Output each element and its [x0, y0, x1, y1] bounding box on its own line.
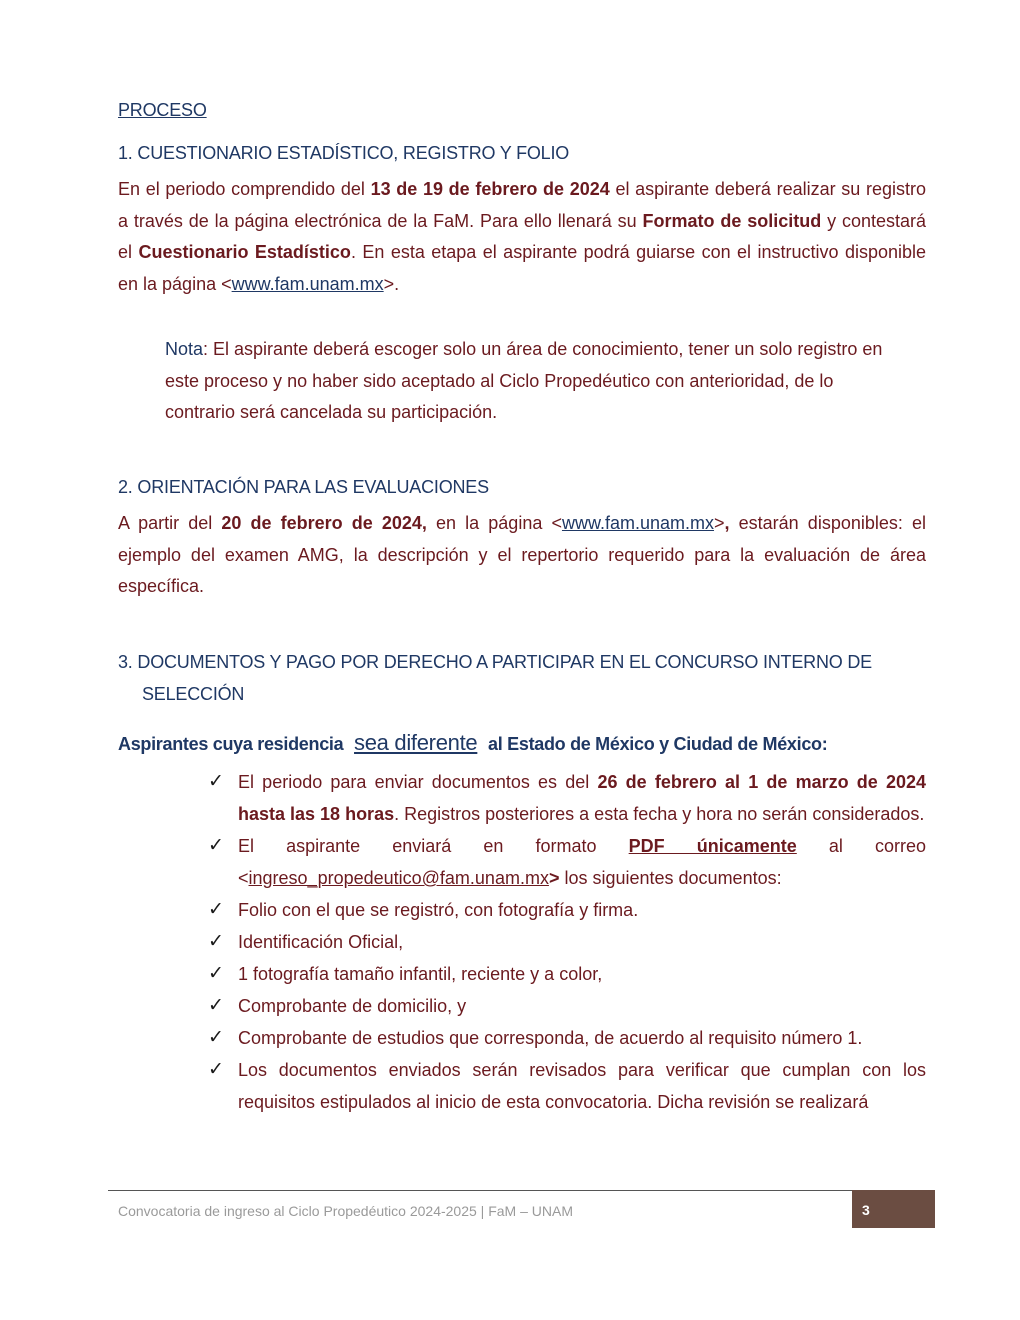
text: Los documentos enviados serán revisados para verificar que cumplan con los requisitos estipulados al inicio de esta convocatoria. Dicha revisión se realizará — [238, 1060, 926, 1112]
text: Identificación Oficial, — [238, 932, 404, 952]
list-item — [208, 1022, 926, 1054]
bold-term: PDF únicamente — [628, 836, 797, 856]
text: Aspirantes cuya residencia — [118, 734, 344, 754]
note-label: Nota — [165, 339, 204, 359]
text: 1 fotografía tamaño infantil, reciente y a color, — [238, 964, 603, 984]
text: En el periodo comprendido del — [118, 179, 371, 199]
text: , — [724, 513, 730, 533]
check-icon: ✓ — [208, 1059, 224, 1080]
text: . En esta etapa el aspirante podrá guiarse con el instructivo disponible en la página < — [118, 242, 927, 294]
list-item — [208, 766, 926, 830]
documents-checklist — [208, 766, 926, 1118]
bold-term: Cuestionario Estadístico — [138, 242, 351, 263]
text: Comprobante de estudios que corresponda, de acuerdo al requisito número 1. — [238, 1028, 863, 1048]
check-icon: ✓ — [208, 995, 224, 1016]
check-icon: ✓ — [208, 835, 224, 856]
list-item — [208, 830, 926, 894]
list-item — [208, 1054, 926, 1118]
text: > — [548, 868, 560, 888]
list-item — [208, 926, 926, 958]
section-1-title: 1. CUESTIONARIO ESTADÍSTICO, REGISTRO Y FOLIO — [118, 143, 570, 163]
text: >. — [383, 273, 400, 294]
text: en la página < — [426, 513, 562, 533]
text: > — [714, 513, 725, 533]
text: el aspirante deberá realizar su registro a través de la página electrónica de la FaM. Para ello llenará su — [118, 179, 926, 231]
bold-date: 13 de 19 de febrero de 2024 — [370, 179, 610, 199]
section-2-title: 2. ORIENTACIÓN PARA LAS EVALUACIONES — [118, 477, 489, 497]
text: al Estado de México y Ciudad de México: — [488, 734, 828, 754]
section-1-paragraph — [118, 174, 926, 300]
text: estarán disponibles: el ejemplo del examen AMG, la descripción y el repertorio requerido para la evaluación de área específica. — [118, 513, 926, 597]
residence-subheading — [118, 730, 827, 756]
text: A partir del — [118, 513, 222, 533]
fam-website-link[interactable]: www.fam.unam.mx — [561, 513, 715, 533]
emphasis: sea diferente — [354, 730, 478, 755]
email-link[interactable]: ingreso_propedeutico@fam.unam.mx — [248, 868, 549, 888]
text: al correo < — [238, 836, 927, 888]
check-icon: ✓ — [208, 931, 224, 952]
list-item — [208, 990, 926, 1022]
check-icon: ✓ — [208, 899, 224, 920]
section-3-title-line1: 3. DOCUMENTOS Y PAGO POR DERECHO A PARTICIPAR EN EL CONCURSO INTERNO DE — [118, 652, 872, 672]
footer-divider — [108, 1190, 852, 1191]
check-icon: ✓ — [208, 771, 224, 792]
text: El periodo para enviar documentos es del — [238, 772, 598, 792]
bold-date: 20 de febrero de 2024, — [221, 513, 427, 533]
text: Comprobante de domicilio, y — [238, 996, 467, 1016]
check-icon: ✓ — [208, 963, 224, 984]
page-number: 3 — [852, 1190, 935, 1228]
section-3-title-line2: SELECCIÓN — [142, 684, 245, 704]
check-icon: ✓ — [208, 1027, 224, 1048]
text: Folio con el que se registró, con fotografía y firma. — [238, 900, 639, 920]
list-item — [208, 894, 926, 926]
footer-text: Convocatoria de ingreso al Ciclo Propedéutico 2024-2025 | FaM – UNAM — [118, 1203, 573, 1219]
bold-term: Formato de solicitud — [642, 210, 822, 231]
text: . Registros posteriores a esta fecha y hora no serán considerados. — [394, 804, 925, 824]
note-text: : El aspirante deberá escoger solo un área de conocimiento, tener un solo registro en este proceso y no haber sido aceptado al Ciclo Propedéutico con anterioridad, de lo contrario será cancelada su participación. — [165, 339, 883, 423]
text: El aspirante enviará en formato — [238, 836, 629, 856]
section-2-paragraph — [118, 508, 926, 603]
note-paragraph — [165, 334, 885, 429]
text: los siguientes documentos: — [559, 868, 782, 888]
bold-date: 26 de febrero al 1 de marzo de 2024 hasta las 18 horas — [238, 772, 926, 824]
fam-website-link[interactable]: www.fam.unam.mx — [231, 273, 384, 294]
heading-proceso: PROCESO — [118, 100, 207, 120]
list-item — [208, 958, 926, 990]
text: y contestará el — [118, 210, 926, 263]
